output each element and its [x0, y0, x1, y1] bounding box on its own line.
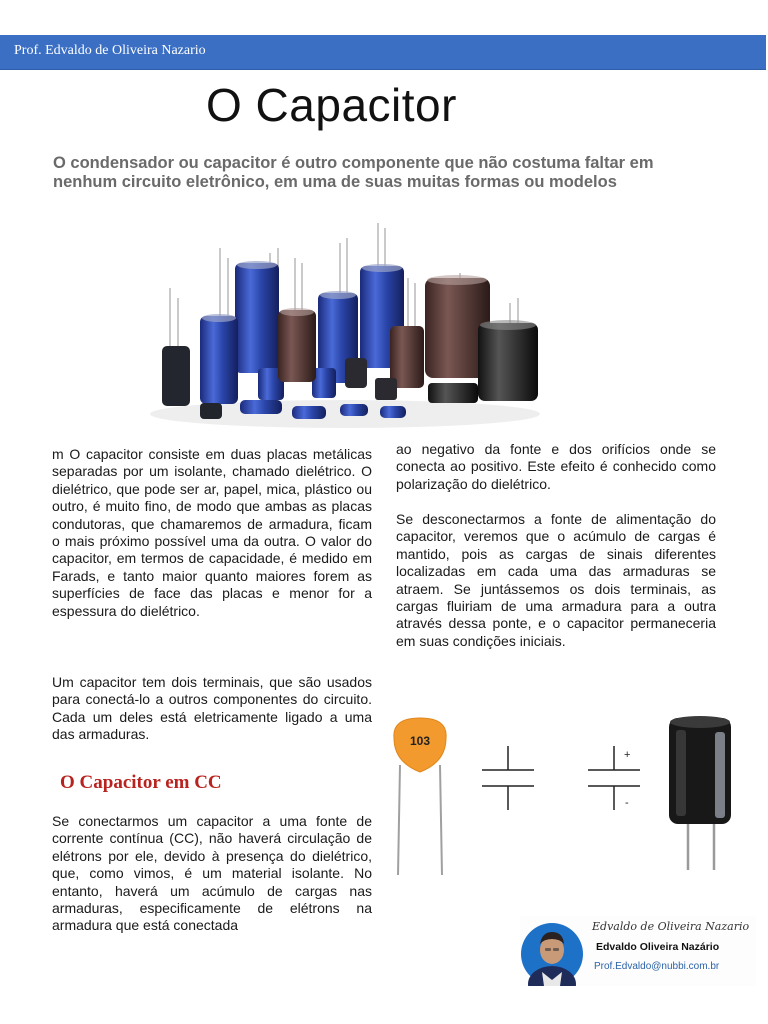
capacitor-symbol-icon: [482, 746, 534, 810]
capacitors-photo: [140, 218, 550, 432]
badge-signature: Edvaldo de Oliveira Nazario: [592, 920, 750, 933]
badge-email: Prof.Edvaldo@nubbi.com.br: [594, 961, 720, 972]
subtitle: O condensador ou capacitor é outro componente que não costuma faltar em nenhum circuito eletrônico, em uma de suas muitas formas ou modelos: [53, 154, 654, 191]
ceramic-capacitor-icon: [394, 718, 446, 875]
left-paragraph-3: Se conectarmos um capacitor a uma fonte de corrente contínua (CC), não haverá circulação de elétrons por ele, devido à presença do dielétrico, que, como vimos, é um material isolante. No entanto, haverá um acúmulo de cargas nas armaduras, especificamente de elétrons na armadura que está conectada: [52, 813, 372, 934]
header-bar: [0, 35, 766, 70]
ceramic-label: 103: [409, 734, 431, 748]
left-paragraph-1: m O capacitor consiste em duas placas metálicas separadas por um isolante, chamado dielétrico. O dielétrico, que pode ser ar, papel, mica, plástico ou outro, é muito fino, de modo que ambas as placas condutoras, que chamaremos de armadura, ficam o mais próximo possível uma da outra. O valor do capacitor, em termos de capacidade, é medido em Farads, e tanto maior quanto maiores forem as superfícies de face das placas e menor for a espessura do dielétrico.: [52, 446, 372, 619]
left-paragraph-2: Um capacitor tem dois terminais, que são usados para conectá-lo a outros componentes do circuito. Cada um deles está eletricamente ligado a uma das armaduras.: [52, 674, 372, 743]
page-title: O Capacitor: [206, 79, 457, 131]
polarized-capacitor-symbol-icon: [588, 746, 640, 810]
right-paragraph-1: ao negativo da fonte e dos orifícios onde se conecta ao positivo. Este efeito é conhecido como polarização do dielétrico.: [396, 441, 716, 492]
avatar: [520, 922, 584, 986]
header-author: Prof. Edvaldo de Oliveira Nazario: [14, 43, 206, 58]
section-heading: O Capacitor em CC: [60, 772, 222, 793]
plus-sign: +: [624, 749, 631, 761]
badge-name: Edvaldo Oliveira Nazário: [596, 941, 720, 953]
electrolytic-capacitor-icon: [669, 716, 731, 870]
minus-sign: -: [625, 797, 629, 809]
right-paragraph-2: Se desconectarmos a fonte de alimentação do capacitor, veremos que o acúmulo de cargas é mantido, pois as cargas de sinais diferentes localizadas em cada uma das armaduras se atraem. Se juntássemos os dois terminais, as cargas fluiriam de uma armadura para a outra através dessa ponte, e o capacitor permaneceria em suas condições iniciais.: [396, 511, 716, 649]
capacitor-types-diagram: [380, 710, 760, 880]
